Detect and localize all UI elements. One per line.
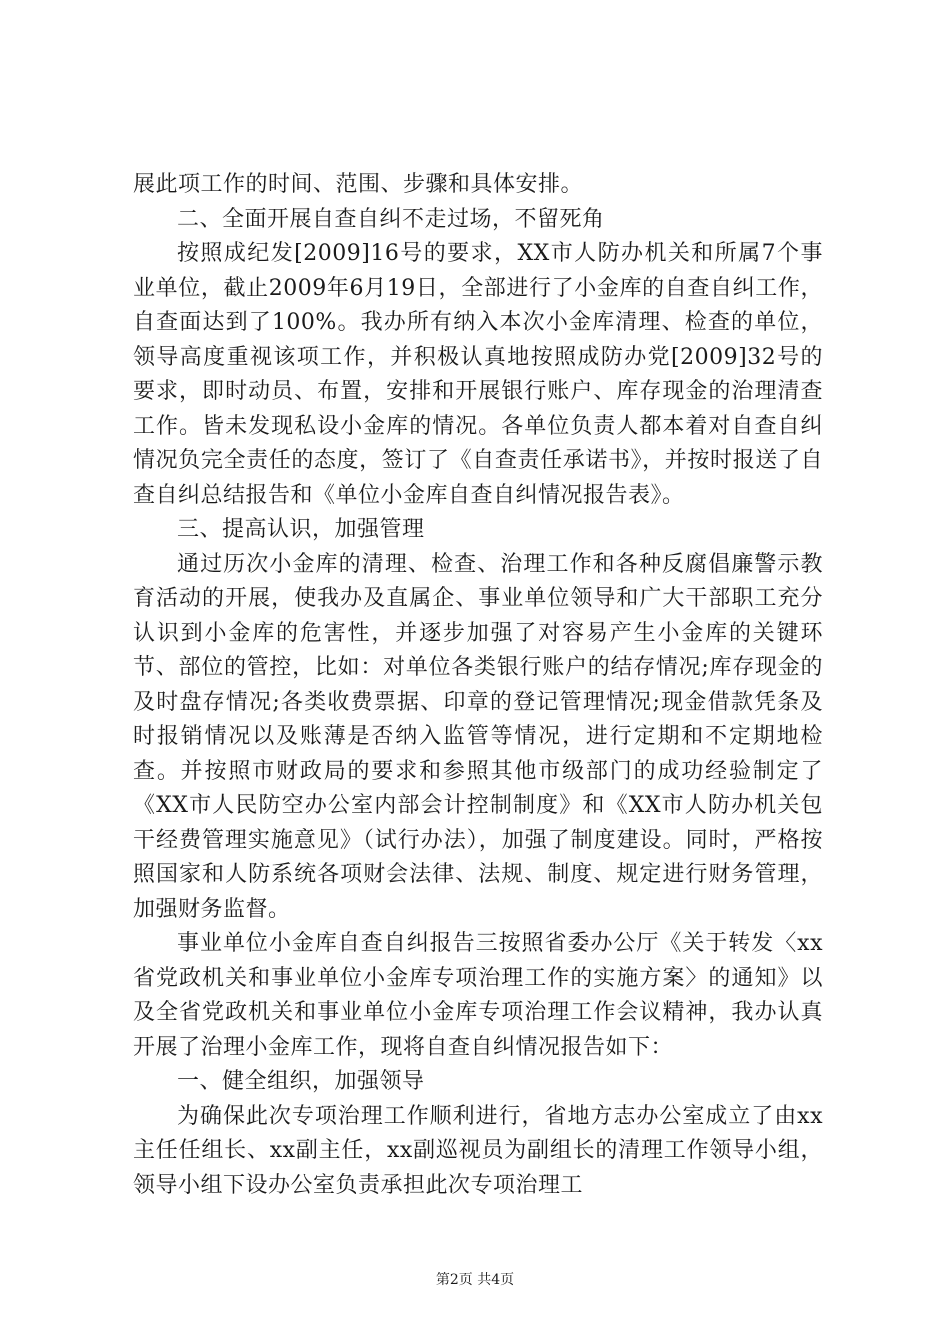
document-body [133,168,823,1203]
paragraph-self-inspection: 按照成纪发[2009]16号的要求，XX市人防办机关和所属7个事业单位，截止2009年6月19日，全部进行了小金库的自查自纠工作，自查面达到了100%。我办所有纳入本次小金库清理、检查的单位，领导高度重视该项工作，并积极认真地按照成防办党[2009]32号的要求，即时动员、布置，安排和开展银行账户、库存现金的治理清查工作。皆未发现私设小金库的情况。各单位负责人都本着对自查自纠情况负完全责任的态度，签订了《自查责任承诺书》，并按时报送了自查自纠总结报告和《单位小金库自查自纠情况报告表》。 [133,241,823,508]
section-heading-2: 二、全面开展自查自纠不走过场，不留死角 [177,206,605,232]
section-heading-3: 三、提高认识，加强管理 [177,517,425,542]
page-footer: 第2页 共4页 [435,1272,515,1288]
paragraph-leadership: 为确保此次专项治理工作顺利进行，省地方志办公室成立了由xx主任任组长、xx副主任，xx副巡视员为副组长的清理工作领导小组，领导小组下设办公室负责承担此次专项治理工 [133,1103,823,1198]
paragraph-management: 通过历次小金库的清理、检查、治理工作和各种反腐倡廉警示教育活动的开展，使我办及直属企、事业单位领导和广大干部职工充分认识到小金库的危害性，并逐步加强了对容易产生小金库的关键环节、部位的管控，比如：对单位各类银行账户的结存情况;库存现金的及时盘存情况;各类收费票据、印章的登记管理情况;现金借款凭条及时报销情况以及账薄是否纳入监管等情况，进行定期和不定期地检查。并按照市财政局的要求和参照其他市级部门的成功经验制定了《XX市人民防空办公室内部会计控制制度》和《XX市人防办机关包干经费管理实施意见》（试行办法），加强了制度建设。同时，严格按照国家和人防系统各项财会法律、法规、制度、规定进行财务管理，加强财务监督。 [133,551,823,922]
paragraph-continuation: 展此项工作的时间、范围、步骤和具体安排。 [133,172,584,197]
section-heading-1: 一、健全组织，加强领导 [177,1069,425,1094]
paragraph-report-intro: 事业单位小金库自查自纠报告三按照省委办公厅《关于转发〈xx省党政机关和事业单位小金库专项治理工作的实施方案〉的通知》以及全省党政机关和事业单位小金库专项治理工作会议精神，我办认真开展了治理小金库工作，现将自查自纠情况报告如下： [133,931,823,1060]
